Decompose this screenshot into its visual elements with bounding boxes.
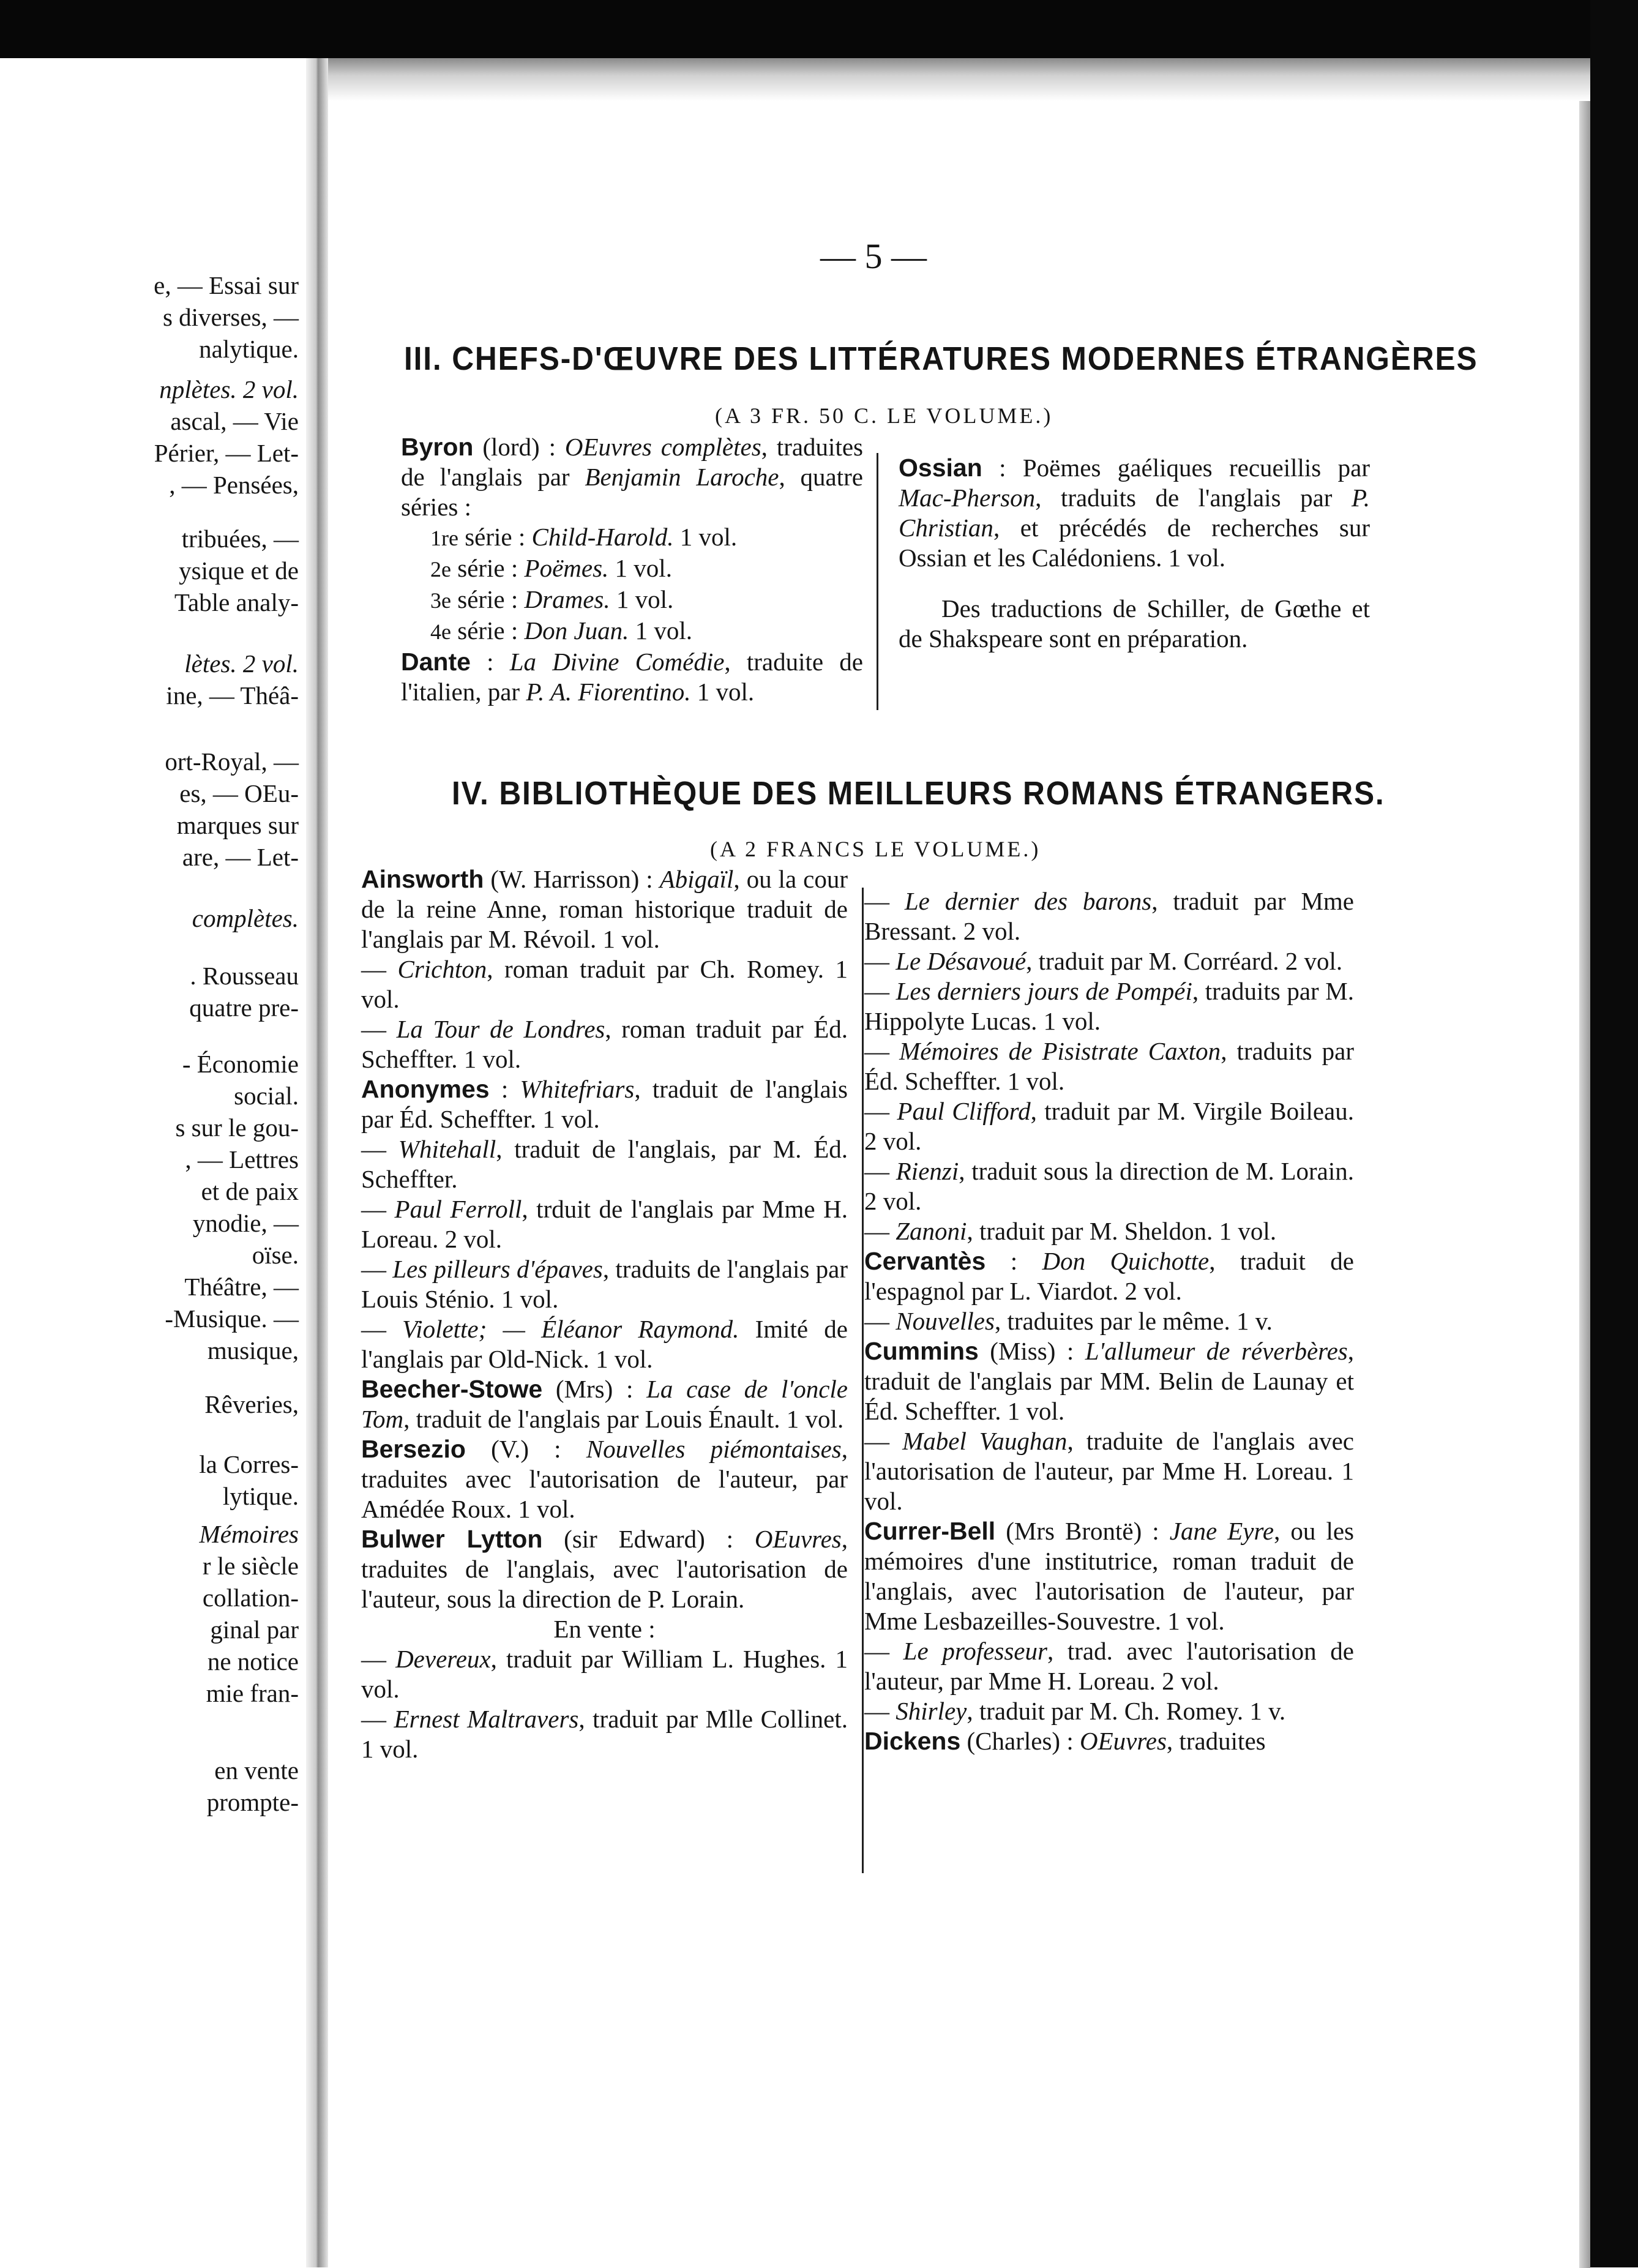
dante-name: Dante xyxy=(401,648,471,676)
left-page-line: lètes. 2 vol. xyxy=(184,649,299,678)
entry-text: , traduits de l'anglais par Louis Sténio. 1 vol. xyxy=(361,1255,848,1313)
translations-note: Des traductions de Schiller, de Gœthe et de Shakspeare sont en préparation. xyxy=(899,594,1370,653)
catalog-entry xyxy=(864,946,1354,976)
entry-text: — xyxy=(864,947,896,975)
left-page-line: e, — Essai sur xyxy=(154,271,299,299)
entry-text: (Mrs) : xyxy=(542,1375,647,1403)
byron-entry xyxy=(401,432,863,522)
catalog-entry xyxy=(864,1636,1354,1696)
scan-border-right xyxy=(1590,0,1638,2267)
section-4-left-tail-entries xyxy=(361,1644,848,1764)
entry-text: — xyxy=(361,1135,398,1163)
entry-title: La case de l'oncle Tom xyxy=(361,1375,848,1433)
series-label: série : xyxy=(451,554,525,582)
catalog-entry xyxy=(361,1434,848,1524)
series-volume: 1 vol. xyxy=(629,616,692,645)
entry-text: , roman traduit par Ch. Romey. 1 vol. xyxy=(361,955,848,1013)
page-number: — 5 — xyxy=(820,236,927,276)
column-divider-2 xyxy=(862,888,864,1873)
left-page-line: . Rousseau xyxy=(190,962,299,990)
left-page-line: nplètes. 2 vol. xyxy=(159,375,299,403)
ossian-translator: P. Christian xyxy=(899,484,1370,542)
en-vente-label: En vente : xyxy=(553,1615,656,1643)
series-number: 2e xyxy=(430,557,451,582)
left-page-line: complètes. xyxy=(192,904,299,932)
catalog-entry xyxy=(361,1314,848,1374)
entry-title: L'allumeur de réverbères xyxy=(1085,1337,1348,1365)
left-page-line: r le siècle xyxy=(202,1552,299,1580)
entry-title: Devereux xyxy=(395,1645,491,1673)
entry-text: — xyxy=(864,1637,903,1665)
left-page-line: social. xyxy=(234,1082,299,1110)
entry-text: (Charles) : xyxy=(960,1727,1080,1755)
series-title: Don Juan. xyxy=(524,616,629,645)
entry-text: , traduit de l'anglais par Louis Énault. 1 vol. xyxy=(403,1405,844,1433)
left-page-line: Table analy- xyxy=(174,588,299,616)
entry-text: : xyxy=(489,1075,520,1103)
entry-text: , traduit de l'anglais par MM. Belin de Launay et Éd. Scheffter. 1 vol. xyxy=(864,1337,1354,1425)
catalog-entry xyxy=(361,1194,848,1254)
section-3-title: III. CHEFS-D'ŒUVRE DES LITTÉRATURES MODERNES ÉTRANGÈRES xyxy=(404,340,1478,377)
catalog-entry xyxy=(864,1246,1354,1306)
entry-title: Jane Eyre xyxy=(1169,1517,1274,1545)
entry-title: Paul Clifford xyxy=(897,1097,1031,1125)
left-page-line: ysique et de xyxy=(179,556,299,585)
byron-tail: , quatre séries : xyxy=(401,463,863,521)
entry-text: (W. Harrisson) : xyxy=(484,865,660,893)
entry-title: Mabel Vaughan xyxy=(902,1427,1068,1455)
entry-text: — xyxy=(864,1307,896,1335)
catalog-entry xyxy=(361,954,848,1014)
catalog-entry xyxy=(361,1644,848,1704)
byron-rest: (lord) : xyxy=(473,433,565,461)
left-page-line: , — Lettres xyxy=(185,1145,299,1173)
catalog-entry xyxy=(361,1374,848,1434)
entry-text: — xyxy=(864,1697,896,1725)
entry-text: , trad. avec l'autorisation de l'auteur, par Mme H. Loreau. 2 vol. xyxy=(864,1637,1354,1695)
left-page-line: ascal, — Vie xyxy=(170,407,299,435)
left-page-line: Périer, — Let- xyxy=(154,439,299,467)
left-page-line: et de paix xyxy=(201,1177,299,1205)
left-page-line: Mémoires xyxy=(199,1520,299,1548)
left-page-line: ine, — Théâ- xyxy=(166,681,299,709)
catalog-entry xyxy=(361,1524,848,1614)
entry-title: Les pilleurs d'épaves xyxy=(392,1255,603,1283)
left-page-line: s diverses, — xyxy=(162,303,299,331)
entry-text: (Miss) : xyxy=(978,1337,1085,1365)
entry-title: Nouvelles piémontaises xyxy=(586,1435,842,1463)
left-page-line: marques sur xyxy=(176,811,299,839)
entry-text: , traduite de l'anglais avec l'autorisation de l'auteur, par Mme H. Loreau. 1 vol. xyxy=(864,1427,1354,1515)
section-4-right-column xyxy=(864,886,1354,1756)
entry-text: , traduit par Mlle Collinet. 1 vol. xyxy=(361,1705,848,1763)
byron-name: Byron xyxy=(401,433,474,461)
column-divider xyxy=(877,453,878,710)
entry-text: , traduit par M. Sheldon. 1 vol. xyxy=(967,1217,1277,1245)
ossian-entry xyxy=(899,453,1370,573)
book-gutter xyxy=(306,58,328,2267)
left-page-line: - Économie xyxy=(182,1050,299,1078)
entry-text: , traduit sous la direction de M. Lorain. 2 vol. xyxy=(864,1157,1355,1215)
left-page-line: prompte- xyxy=(206,1788,299,1816)
entry-author: Beecher-Stowe xyxy=(361,1375,543,1403)
entry-text: , trduit de l'anglais par Mme H. Loreau. 2 vol. xyxy=(361,1195,848,1253)
entry-text: — xyxy=(864,1097,897,1125)
entry-author: Currer-Bell xyxy=(864,1517,996,1545)
left-page-line: quatre pre- xyxy=(189,994,299,1022)
entry-text: (sir Edward) : xyxy=(542,1525,755,1553)
entry-title: Les derniers jours de Pompéi xyxy=(896,977,1192,1005)
left-page-line: tribuées, — xyxy=(181,525,299,553)
byron-text: , traduites de l'anglais par xyxy=(401,433,863,491)
ossian-text-3: , et précédés de recherches sur Ossian et les Calédoniens. 1 vol. xyxy=(899,514,1370,572)
entry-text: , traduites par le même. 1 v. xyxy=(994,1307,1273,1335)
entry-title: Zanoni xyxy=(896,1217,967,1245)
entry-title: Rienzi xyxy=(896,1157,959,1185)
entry-text: , traduit de l'anglais par Éd. Scheffter. 1 vol. xyxy=(361,1075,848,1133)
entry-text: (V.) : xyxy=(465,1435,586,1463)
left-page-line: ginal par xyxy=(210,1615,299,1644)
entry-title: Le professeur xyxy=(903,1637,1047,1665)
catalog-entry xyxy=(361,864,848,954)
left-page-line: , — Pensées, xyxy=(169,471,299,499)
dante-vol: 1 vol. xyxy=(690,678,755,706)
series-volume: 1 vol. xyxy=(610,585,674,613)
entry-text: — xyxy=(361,1015,397,1043)
catalog-entry xyxy=(864,1516,1354,1636)
ossian-author: Mac-Pherson xyxy=(899,484,1036,512)
dante-sep: : xyxy=(470,648,510,676)
left-page-line: musique, xyxy=(207,1336,299,1364)
entry-text: — xyxy=(864,887,905,915)
entry-text: — xyxy=(864,1037,900,1065)
page-edge-shadow xyxy=(1579,58,1590,2268)
page-top-shadow xyxy=(328,58,1590,101)
entry-title: Le Désavoué xyxy=(896,947,1027,975)
entry-text: , traduit par William L. Hughes. 1 vol. xyxy=(361,1645,848,1703)
dante-translator: P. A. Fiorentino. xyxy=(526,678,691,706)
entry-author: Bersezio xyxy=(361,1435,466,1463)
entry-text: — xyxy=(864,1217,896,1245)
catalog-entry xyxy=(864,1036,1354,1096)
catalog-entry xyxy=(864,1306,1354,1336)
entry-text: , traduit par Mme Bressant. 2 vol. xyxy=(864,887,1355,945)
entry-text: — xyxy=(864,977,896,1005)
left-page-line: la Corres- xyxy=(199,1450,299,1478)
catalog-entry xyxy=(864,1726,1354,1756)
byron-series-list xyxy=(401,522,863,647)
entry-text: — xyxy=(361,1705,394,1733)
left-page-line: -Musique. — xyxy=(165,1304,299,1333)
catalog-entry xyxy=(361,1014,848,1074)
entry-title: Don Quichotte xyxy=(1042,1247,1210,1275)
left-page-line: oïse. xyxy=(252,1241,299,1269)
entry-text: — xyxy=(864,1427,903,1455)
series-title: Poëmes. xyxy=(524,554,609,582)
series-title: Drames. xyxy=(524,585,610,613)
catalog-entry xyxy=(361,1074,848,1134)
catalog-entry xyxy=(361,1134,848,1194)
series-volume: 1 vol. xyxy=(608,554,672,582)
section-3-price: (A 3 FR. 50 C. LE VOLUME.) xyxy=(715,403,1053,428)
entry-text: , traduit par M. Corréard. 2 vol. xyxy=(1026,947,1343,975)
entry-text: , traduites avec l'autorisation de l'auteur, par Amédée Roux. 1 vol. xyxy=(361,1435,848,1523)
catalog-entry xyxy=(864,1216,1354,1246)
section-3-left-column xyxy=(401,432,863,707)
catalog-entry xyxy=(361,1254,848,1314)
entry-title: Nouvelles xyxy=(896,1307,995,1335)
byron-series-item xyxy=(401,616,863,647)
series-number: 4e xyxy=(430,619,451,644)
left-page-line: es, — OEu- xyxy=(179,779,299,807)
entry-title: Whitehall xyxy=(398,1135,496,1163)
left-page-line: s sur le gou- xyxy=(175,1113,299,1142)
entry-text: (Mrs Brontë) : xyxy=(995,1517,1170,1545)
left-page-line: nalytique. xyxy=(199,335,299,363)
dante-entry xyxy=(401,647,863,707)
dante-text: , traduite de l'italien, par xyxy=(401,648,863,706)
entry-author: Bulwer Lytton xyxy=(361,1525,543,1553)
entry-text: , traduites de l'anglais, avec l'autorisation de l'auteur, sous la direction de P. Lorain. xyxy=(361,1525,848,1613)
entry-title: Violette; — Éléanor Raymond. xyxy=(402,1315,739,1343)
section-4-right-entries xyxy=(864,886,1354,1756)
byron-series-item xyxy=(401,522,863,553)
left-page-line: collation- xyxy=(202,1584,299,1612)
section-4-title: IV. BIBLIOTHÈQUE DES MEILLEURS ROMANS ÉTRANGERS. xyxy=(452,775,1385,812)
entry-text: , traduits par Éd. Scheffter. 1 vol. xyxy=(864,1037,1354,1095)
previous-page-fragment xyxy=(0,0,306,2267)
entry-text: , roman traduit par Éd. Scheffter. 1 vol. xyxy=(361,1015,848,1073)
entry-author: Dickens xyxy=(864,1727,961,1755)
entry-title: Mémoires de Pisistrate Caxton xyxy=(899,1037,1221,1065)
catalog-entry xyxy=(864,1426,1354,1516)
entry-title: OEuvres xyxy=(754,1525,842,1553)
byron-title: OEuvres complètes xyxy=(564,433,761,461)
series-label: série : xyxy=(458,523,532,551)
entry-title: Whitefriars xyxy=(520,1075,635,1103)
catalog-entry xyxy=(864,1336,1354,1426)
entry-text: — xyxy=(361,1645,396,1673)
series-label: série : xyxy=(451,616,525,645)
left-page-line: Rêveries, xyxy=(204,1390,299,1418)
catalog-entry xyxy=(864,976,1354,1036)
entry-text: , traduits par M. Hippolyte Lucas. 1 vol. xyxy=(864,977,1354,1035)
entry-text: — xyxy=(361,1315,403,1343)
entry-text: , ou les mémoires d'une institutrice, roman traduit de l'anglais, avec l'autorisation de l'auteur, par Mme Lesbazeilles-Souvestre. 1 vol. xyxy=(864,1517,1354,1635)
section-3-right-column xyxy=(899,453,1370,654)
catalog-entry xyxy=(361,1704,848,1764)
entry-author: Ainsworth xyxy=(361,865,484,893)
ossian-text-2: , traduits de l'anglais par xyxy=(1035,484,1352,512)
entry-text: , traduit par M. Virgile Boileau. 2 vol. xyxy=(864,1097,1355,1155)
left-page-line: are, — Let- xyxy=(182,843,299,871)
entry-title: OEuvres xyxy=(1079,1727,1167,1755)
byron-translator: Benjamin Laroche xyxy=(585,463,779,491)
catalog-entry xyxy=(864,1696,1354,1726)
left-page-line: mie fran- xyxy=(206,1679,299,1707)
entry-title: Le dernier des barons xyxy=(904,887,1152,915)
entry-title: La Tour de Londres xyxy=(396,1015,605,1043)
entry-title: Paul Ferroll xyxy=(394,1195,522,1223)
entry-text: , traduit de l'anglais, par M. Éd. Scheffter. xyxy=(361,1135,848,1193)
dante-title: La Divine Comédie xyxy=(509,648,725,676)
entry-text: Imité de l'anglais par Old-Nick. 1 vol. xyxy=(361,1315,848,1373)
catalog-entry xyxy=(864,1156,1354,1216)
entry-text: , traduites xyxy=(1166,1727,1266,1755)
entry-title: Shirley xyxy=(896,1697,967,1725)
series-title: Child-Harold. xyxy=(531,523,674,551)
series-volume: 1 vol. xyxy=(673,523,738,551)
ossian-text-1: : Poëmes gaéliques recueillis par xyxy=(982,454,1370,482)
section-4-price: (A 2 FRANCS LE VOLUME.) xyxy=(710,837,1041,861)
entry-text: — xyxy=(361,1195,395,1223)
entry-text: — xyxy=(864,1157,896,1185)
entry-text: — xyxy=(361,955,398,983)
catalog-entry xyxy=(864,1096,1354,1156)
series-number: 3e xyxy=(430,588,451,613)
left-page-line: ynodie, — xyxy=(192,1209,299,1237)
left-page-line: ort-Royal, — xyxy=(165,747,299,776)
section-4-left-entries xyxy=(361,864,848,1614)
entry-title: Abigaïl xyxy=(659,865,734,893)
left-page-line: Théâtre, — xyxy=(184,1273,299,1301)
entry-title: Crichton xyxy=(397,955,487,983)
byron-series-item xyxy=(401,585,863,616)
entry-text: , traduit de l'espagnol par L. Viardot. 2 vol. xyxy=(864,1247,1354,1305)
series-number: 1re xyxy=(430,526,458,550)
series-label: série : xyxy=(451,585,525,613)
entry-text: , traduit par M. Ch. Romey. 1 v. xyxy=(967,1697,1286,1725)
catalog-entry xyxy=(864,886,1354,946)
ossian-name: Ossian xyxy=(899,454,982,482)
entry-author: Cervantès xyxy=(864,1247,986,1275)
entry-text: — xyxy=(361,1255,393,1283)
entry-title: Ernest Maltravers xyxy=(394,1705,579,1733)
left-page-line: en vente xyxy=(214,1756,299,1784)
entry-text: : xyxy=(985,1247,1042,1275)
entry-author: Cummins xyxy=(864,1337,979,1365)
left-page-line: ne notice xyxy=(207,1647,299,1675)
byron-series-item xyxy=(401,553,863,585)
left-page-line: lytique. xyxy=(222,1482,299,1510)
entry-author: Anonymes xyxy=(361,1075,490,1103)
entry-text: , ou la cour de la reine Anne, roman historique traduit de l'anglais par M. Révoil. 1 vol. xyxy=(361,865,848,953)
section-4-left-column xyxy=(361,864,848,1764)
